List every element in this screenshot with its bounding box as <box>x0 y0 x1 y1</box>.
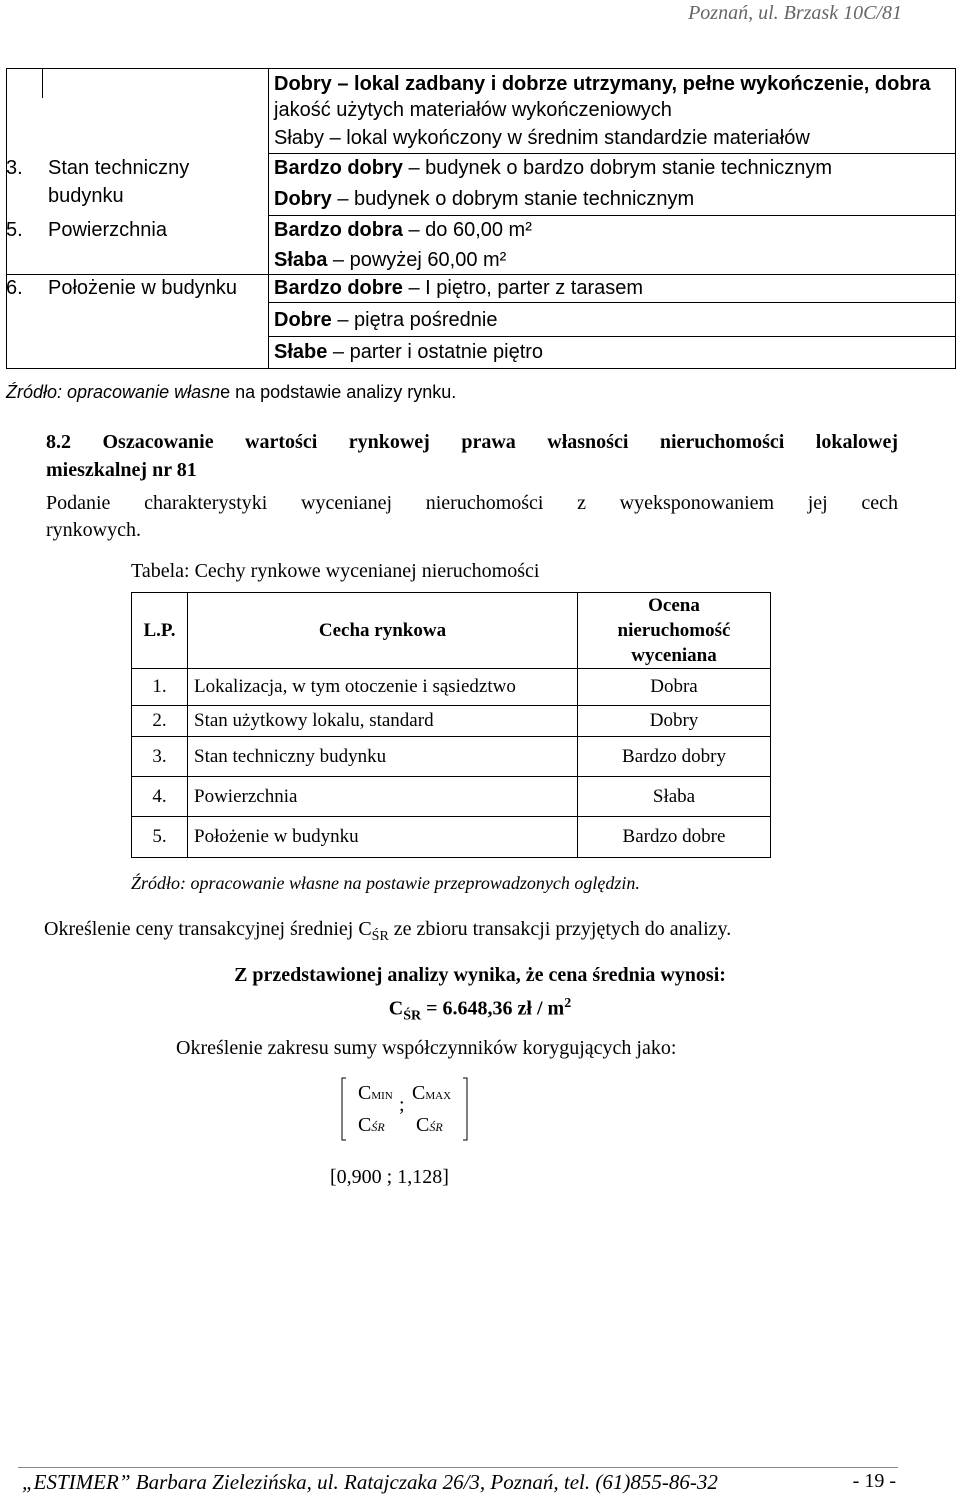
row-lp: 5. <box>132 817 188 858</box>
row-rating: Słaba <box>578 777 771 817</box>
row-lokal-slaby: Słaby – lokal wykończony w średnim standardzie materiałów <box>274 127 810 149</box>
row-number-5: 5. <box>6 219 23 241</box>
fraction-min-numerator: CMIN <box>358 1082 393 1104</box>
header-lp: L.P. <box>132 593 188 669</box>
footer-company: „ESTIMER” Barbara Zielezińska, ul. Ratajczaka 26/3, Poznań, tel. (61)855-86-32 <box>22 1470 718 1494</box>
row-feature: Położenie w budynku <box>188 817 578 858</box>
row-polozenie-bardzo-dobre: Bardzo dobre – I piętro, parter z tarasem <box>274 277 644 299</box>
label-powierzchnia: Powierzchnia <box>48 219 167 241</box>
footer-divider <box>18 1467 898 1468</box>
source-note-1: Źródło: opracowanie własne na podstawie analizy rynku. <box>6 382 457 402</box>
source-note-2: Źródło: opracowanie własne na postawie przeprowadzonych oględzin. <box>131 873 640 893</box>
row-powierzchnia-bardzo-dobra: Bardzo dobra – do 60,00 m² <box>274 219 532 241</box>
range-result: [0,900 ; 1,128] <box>330 1166 449 1188</box>
row-polozenie-dobre: Dobre – piętra pośrednie <box>274 309 498 331</box>
row-budynek-bardzo-dobry: Bardzo dobry – budynek o bardzo dobrym stanie technicznym <box>274 157 833 179</box>
table-header-row <box>132 593 771 669</box>
fraction-separator: ; <box>399 1094 405 1116</box>
row-budynek-dobry: Dobry – budynek o dobrym stanie technicznym <box>274 188 695 210</box>
row-rating: Bardzo dobry <box>578 737 771 777</box>
row-powierzchnia-slaba: Słaba – powyżej 60,00 m² <box>274 249 507 271</box>
section-heading-cont: mieszkalnej nr 81 <box>46 459 197 481</box>
section-paragraph-cont: rynkowych. <box>46 519 141 541</box>
table-row <box>132 669 771 706</box>
table-row <box>132 737 771 777</box>
row-lp: 4. <box>132 777 188 817</box>
result-value: $C_{ŚR} = 6.648,36$ zł / $m^2$ <box>388 996 572 1024</box>
row-feature: Stan techniczny budynku <box>188 737 578 777</box>
section-heading: 8.2 Oszacowanie wartości rynkowej prawa własności nieruchomości lokalowej <box>46 431 898 453</box>
row-feature: Stan użytkowy lokalu, standard <box>188 706 578 737</box>
table-row <box>132 706 771 737</box>
page-number: - 19 - <box>852 1470 896 1492</box>
result-statement: Z przedstawionej analizy wynika, że cena średnia wynosi: <box>234 964 726 986</box>
row-rating: Dobra <box>578 669 771 706</box>
label-polozenie: Położenie w budynku <box>48 277 238 299</box>
row-rating: Dobry <box>578 706 771 737</box>
row-number-6: 6. <box>6 277 23 299</box>
table-caption: Tabela: Cechy rynkowe wycenianej nieruchomości <box>131 560 540 582</box>
row-polozenie-slabe: Słabe – parter i ostatnie piętro <box>274 341 544 363</box>
row-lokal-dobry-cont: jakość użytych materiałów wykończeniowych <box>274 99 672 121</box>
row-lp: 1. <box>132 669 188 706</box>
header-rating: Ocena nieruchomość wyceniana <box>578 593 771 669</box>
row-rating: Bardzo dobre <box>578 817 771 858</box>
range-intro: Określenie zakresu sumy współczynników korygujących jako: <box>176 1037 677 1059</box>
label-stan-techniczny: Stan techniczny <box>48 157 190 179</box>
section-paragraph: Podanie charakterystyki wycenianej nieruchomości z wyeksponowaniem jej cech <box>46 492 898 514</box>
fraction-min-denominator: CŚR <box>358 1114 385 1136</box>
table-row <box>132 817 771 858</box>
row-lp: 3. <box>132 737 188 777</box>
label-budynku: budynku <box>48 185 124 207</box>
range-formula <box>340 1076 470 1144</box>
criteria-table <box>6 68 956 368</box>
price-intro: Określenie ceny transakcyjnej średniej $C_{ŚR}$ ze zbioru transakcji przyjętych do analizy. <box>44 918 732 944</box>
page-header-address: Poznań, ul. Brzask 10C/81 <box>688 2 902 24</box>
row-lp: 2. <box>132 706 188 737</box>
row-number-3: 3. <box>6 157 23 179</box>
market-features-table <box>131 592 771 858</box>
header-feature: Cecha rynkowa <box>188 593 578 669</box>
table-row <box>132 777 771 817</box>
row-lokal-dobry: Dobry – lokal zadbany i dobrze utrzymany, pełne wykończenie, dobra <box>274 73 931 95</box>
row-feature: Powierzchnia <box>188 777 578 817</box>
fraction-max-denominator: CŚR <box>416 1114 443 1136</box>
row-feature: Lokalizacja, w tym otoczenie i sąsiedztwo <box>188 669 578 706</box>
fraction-max-numerator: CMAX <box>412 1082 452 1104</box>
